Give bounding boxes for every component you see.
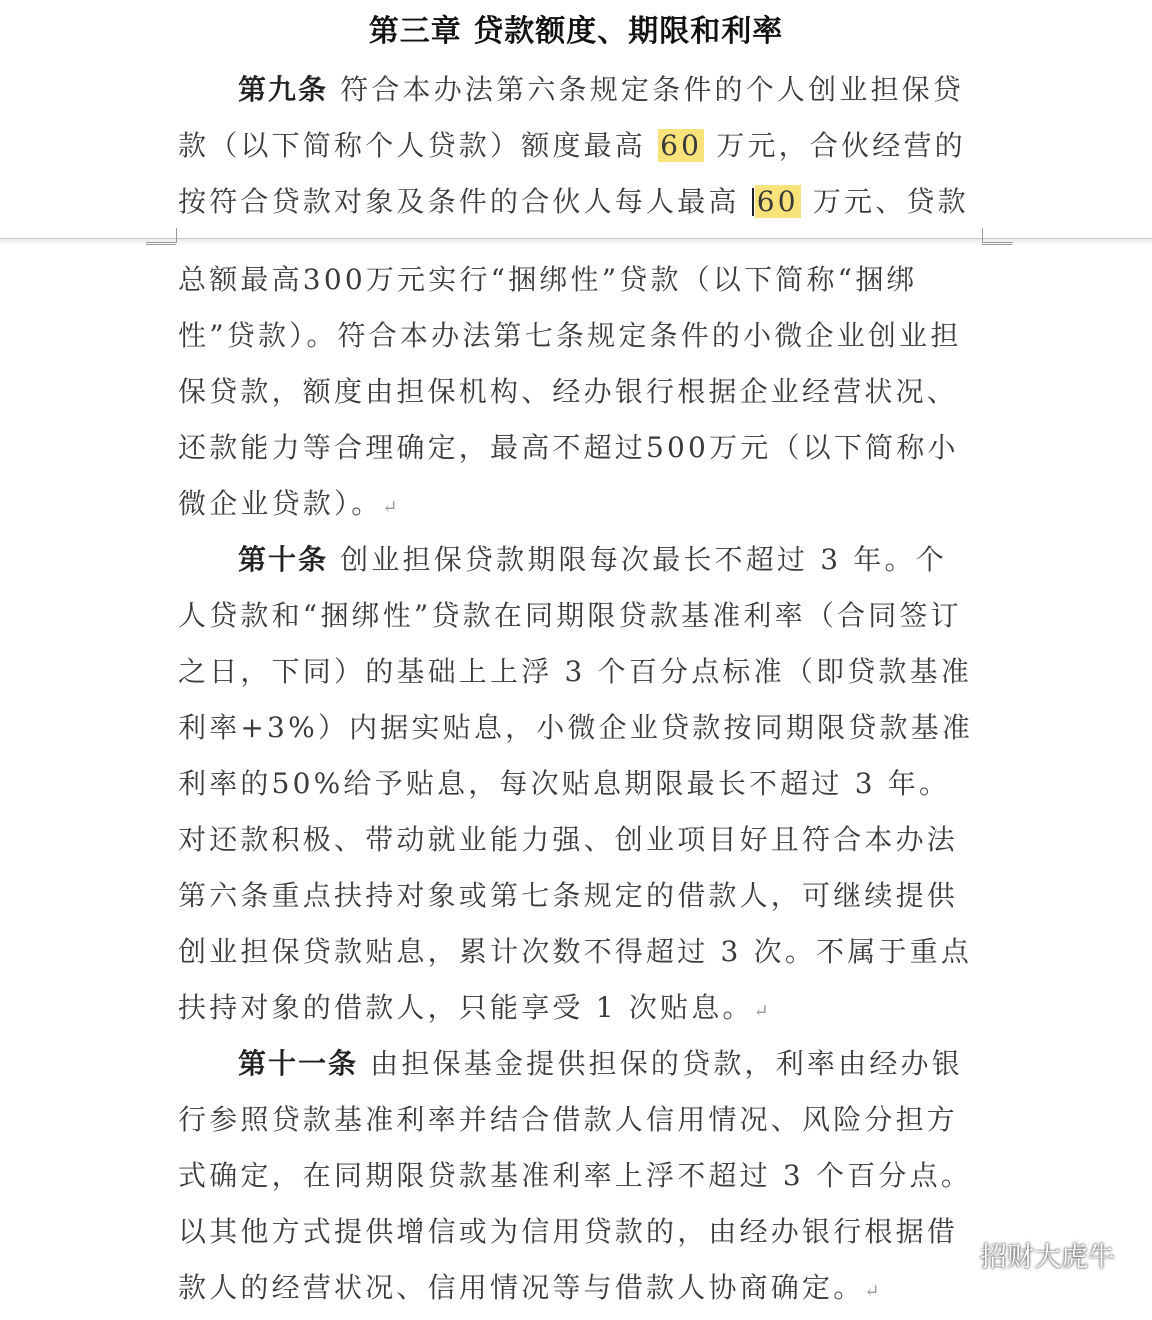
article-9-text-part3-hidden: 总额最高300万元实行“捆绑性”贷款（以下简称“捆绑性”贷款）。符合本办法第七条规定条件的小微企业创业担保贷款，额度由担保机构、经办银行根据企业经营状况、还款能力等合理确定，最高不超过500万元（以下简称小微企业贷款）。: [178, 263, 962, 520]
margin-corner-right-lower: [982, 244, 1012, 245]
article-9-text-part2: 万元，合伙经营的按符合贷款对象及条件的合伙人每人最高: [178, 129, 966, 218]
article-9-paragraph: [178, 62, 978, 230]
chapter-title: 第三章 贷款额度、期限和利率: [368, 14, 784, 49]
highlight-60-first: 60: [660, 129, 703, 162]
article-9-text-part3: 万元、贷款: [812, 185, 969, 218]
article-9-label: 第九条: [238, 73, 329, 106]
paragraph-mark: ↵: [382, 497, 398, 518]
article-11-text: 由担保基金提供担保的贷款，利率由经办银行参照贷款基准利率并结合借款人信用情况、风险分担方式确定，在同期限贷款基准利率上浮不超过 3 个百分点。以其他方式提供增信或为信用贷款的，由经办银行根据借款人的经营状况、信用情况等与借款人协商确定。: [178, 1047, 973, 1304]
margin-corner-left: [146, 228, 177, 243]
margin-corner-left-lower: [146, 244, 176, 245]
article-11-paragraph: [178, 1036, 978, 1320]
highlight-60-second: 60: [756, 185, 799, 218]
article-10-text: 创业担保贷款期限每次最长不超过 3 年。个人贷款和“捆绑性”贷款在同期限贷款基准利率（合同签订之日，下同）的基础上上浮 3 个百分点标准（即贷款基准利率+3%）内据实贴息，小微企业贷款按同期限贷款基准利率的50%给予贴息，每次贴息期限最长不超过 3 年。对还款积极、带动就业能力强、创业项目好且符合本办法第六条重点扶持对象或第七条规定的借款人，可继续提供创业担保贷款贴息，累计次数不得超过 3 次。不属于重点扶持对象的借款人，只能享受 1 次贴息。: [178, 543, 974, 1024]
article-10-label: 第十条: [238, 543, 329, 576]
watermark-text: 招财大虎牛: [980, 1241, 1115, 1273]
margin-corner-right: [982, 228, 1013, 243]
paragraph-mark: ↵: [864, 1281, 880, 1302]
paragraph-mark: ↵: [753, 1001, 769, 1022]
wechat-icon: [944, 1241, 974, 1267]
article-9-continuation: [178, 252, 978, 532]
article-11-label: 第十一条: [238, 1047, 359, 1080]
article-9-text-part1: 符合本办法第六条规定条件的个人创业担保贷款（以下简称个人贷款）额度最高: [178, 73, 965, 162]
watermark: [944, 1232, 1115, 1276]
text-cursor: [752, 188, 754, 216]
article-10-paragraph: [178, 532, 978, 1040]
